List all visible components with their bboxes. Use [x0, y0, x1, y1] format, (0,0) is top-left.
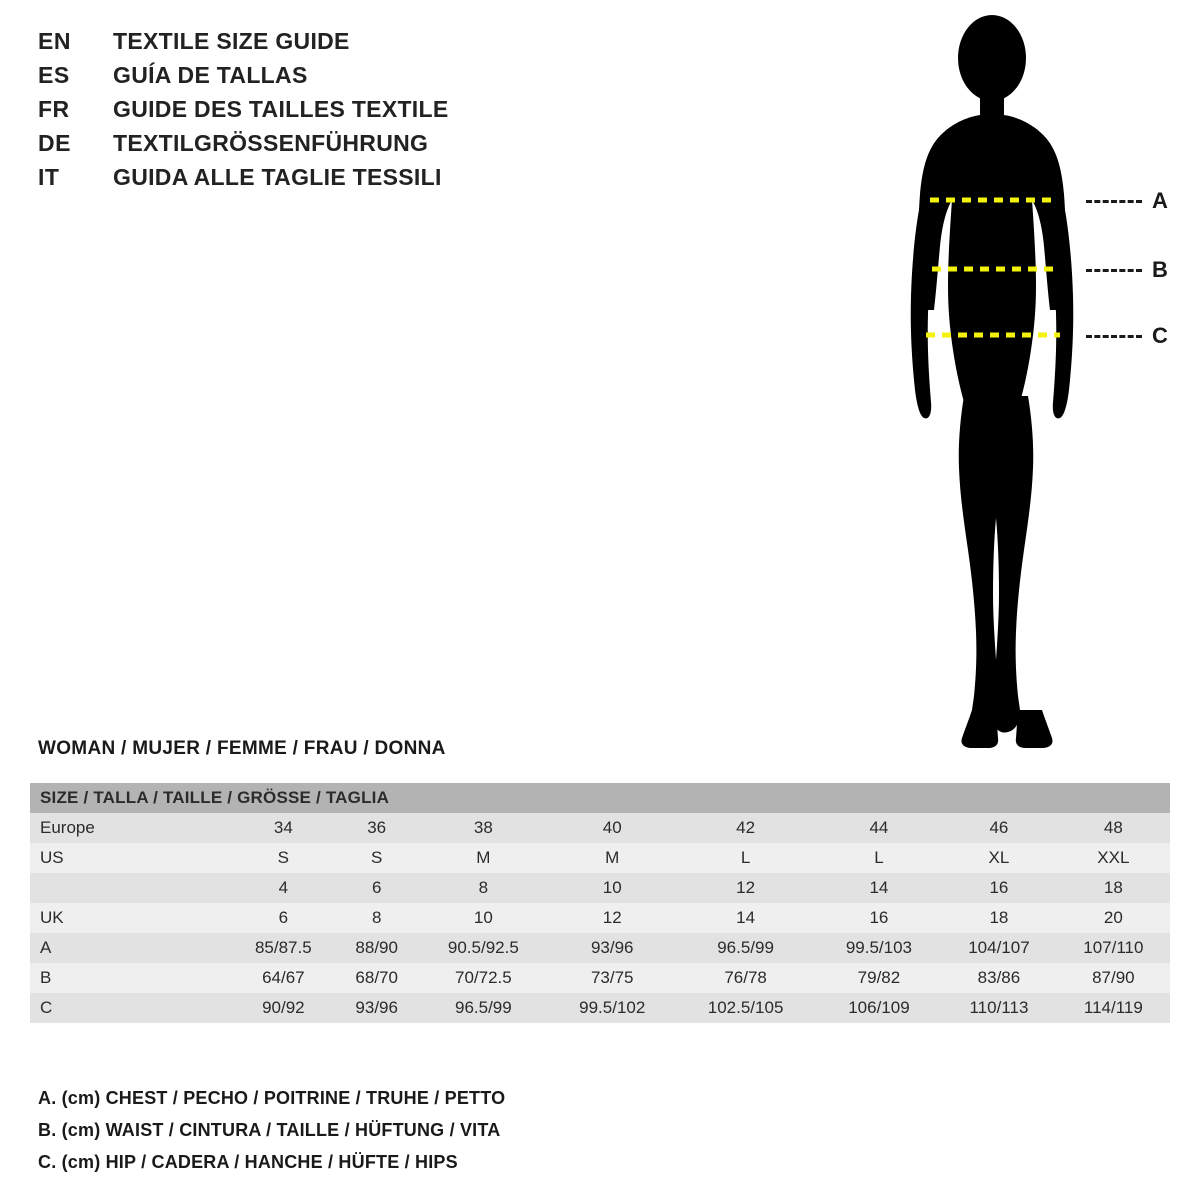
table-row [30, 933, 1170, 963]
table-cell: 6 [278, 908, 289, 927]
row-label: Europe [40, 818, 95, 837]
table-cell: 46 [989, 818, 1009, 837]
measure-label-a: A [1152, 188, 1168, 213]
row-label: US [40, 848, 64, 867]
language-title: TEXTILGRÖSSENFÜHRUNG [113, 130, 429, 156]
body-measurement-figure [860, 10, 1190, 750]
table-cell: 64/67 [262, 968, 305, 987]
table-row [30, 993, 1170, 1023]
table-cell: M [476, 848, 491, 867]
table-cell: 85/87.5 [254, 938, 312, 957]
language-title-list [38, 28, 598, 198]
language-title: TEXTILE SIZE GUIDE [113, 28, 350, 54]
table-cell: L [874, 848, 884, 867]
table-cell: XL [988, 848, 1010, 867]
size-table [30, 783, 1170, 1023]
row-label: A [40, 938, 52, 957]
table-cell: 106/109 [848, 998, 910, 1017]
table-cell: 10 [602, 878, 622, 897]
table-cell: 87/90 [1092, 968, 1135, 987]
table-cell: 14 [869, 878, 889, 897]
language-row [38, 164, 598, 198]
table-row [30, 813, 1170, 843]
table-cell: 102.5/105 [707, 998, 784, 1017]
language-row [38, 28, 598, 62]
table-cell: 70/72.5 [454, 968, 512, 987]
table-row [30, 873, 1170, 903]
language-title: GUÍA DE TALLAS [113, 62, 308, 88]
language-row [38, 96, 598, 130]
legend-item-c: C. (cm) HIP / CADERA / HANCHE / HÜFTE / HIPS [38, 1152, 458, 1172]
table-cell: 88/90 [355, 938, 398, 957]
table-row [30, 903, 1170, 933]
table-cell: 48 [1103, 818, 1123, 837]
table-cell: 76/78 [724, 968, 767, 987]
table-cell: 4 [278, 878, 289, 897]
table-cell: 90/92 [262, 998, 305, 1017]
language-code: FR [38, 96, 70, 122]
measurement-legend [38, 1088, 938, 1184]
language-row [38, 130, 598, 164]
leader-line-c [1086, 335, 1142, 338]
measurement-bands [860, 10, 1190, 750]
table-cell: 10 [473, 908, 493, 927]
table-cell: 99.5/103 [845, 938, 913, 957]
row-label: UK [40, 908, 64, 927]
table-cell: S [371, 848, 383, 867]
legend-item-b: B. (cm) WAIST / CINTURA / TAILLE / HÜFTUNG / VITA [38, 1120, 501, 1140]
table-section-title: WOMAN / MUJER / FEMME / FRAU / DONNA [38, 738, 446, 759]
table-cell: 16 [989, 878, 1009, 897]
table-header-row [30, 783, 1170, 813]
table-cell: 36 [367, 818, 387, 837]
table-cell: 93/96 [355, 998, 398, 1017]
table-cell: 16 [869, 908, 889, 927]
language-code: ES [38, 62, 70, 88]
table-row [30, 843, 1170, 873]
leader-line-b [1086, 269, 1142, 272]
language-title: GUIDE DES TAILLES TEXTILE [113, 96, 449, 122]
table-cell: 68/70 [355, 968, 398, 987]
language-code: IT [38, 164, 60, 190]
table-cell: 6 [371, 878, 382, 897]
table-cell: 8 [371, 908, 382, 927]
table-cell: 93/96 [590, 938, 634, 957]
table-cell: 96.5/99 [454, 998, 512, 1017]
table-row [30, 963, 1170, 993]
measure-label-b: B [1152, 257, 1168, 282]
table-cell: 44 [869, 818, 889, 837]
table-cell: 12 [736, 878, 756, 897]
table-cell: M [605, 848, 620, 867]
language-code: EN [38, 28, 71, 54]
table-cell: 96.5/99 [717, 938, 774, 957]
table-cell: 73/75 [590, 968, 634, 987]
table-cell: 110/113 [969, 998, 1029, 1017]
table-cell: 18 [989, 908, 1009, 927]
table-cell: 90.5/92.5 [447, 938, 519, 957]
table-cell: 34 [273, 818, 293, 837]
table-cell: 40 [602, 818, 622, 837]
table-cell: 42 [736, 818, 756, 837]
legend-item-a: A. (cm) CHEST / PECHO / POITRINE / TRUHE / PETTO [38, 1088, 506, 1108]
table-cell: L [740, 848, 751, 867]
table-cell: 114/119 [1083, 998, 1143, 1017]
leader-line-a [1086, 200, 1142, 203]
table-cell: 38 [473, 818, 493, 837]
row-label: B [40, 968, 52, 987]
row-label [30, 873, 230, 903]
table-cell: 12 [602, 908, 622, 927]
table-cell: 14 [736, 908, 756, 927]
table-cell: 18 [1103, 878, 1123, 897]
table-cell: 8 [478, 878, 489, 897]
row-label: C [40, 998, 53, 1017]
table-cell: 83/86 [977, 968, 1021, 987]
measure-label-c: C [1152, 323, 1168, 348]
table-cell: 79/82 [857, 968, 901, 987]
table-cell: 20 [1103, 908, 1123, 927]
language-title: GUIDA ALLE TAGLIE TESSILI [113, 164, 442, 190]
table-cell: S [277, 848, 290, 867]
language-row [38, 62, 598, 96]
table-cell: 107/110 [1083, 938, 1144, 957]
table-header-label: SIZE / TALLA / TAILLE / GRÖSSE / TAGLIA [40, 788, 390, 807]
language-code: DE [38, 130, 71, 156]
table-cell: 104/107 [968, 938, 1030, 957]
table-cell: 99.5/102 [579, 998, 646, 1017]
table-cell: XXL [1097, 848, 1130, 867]
